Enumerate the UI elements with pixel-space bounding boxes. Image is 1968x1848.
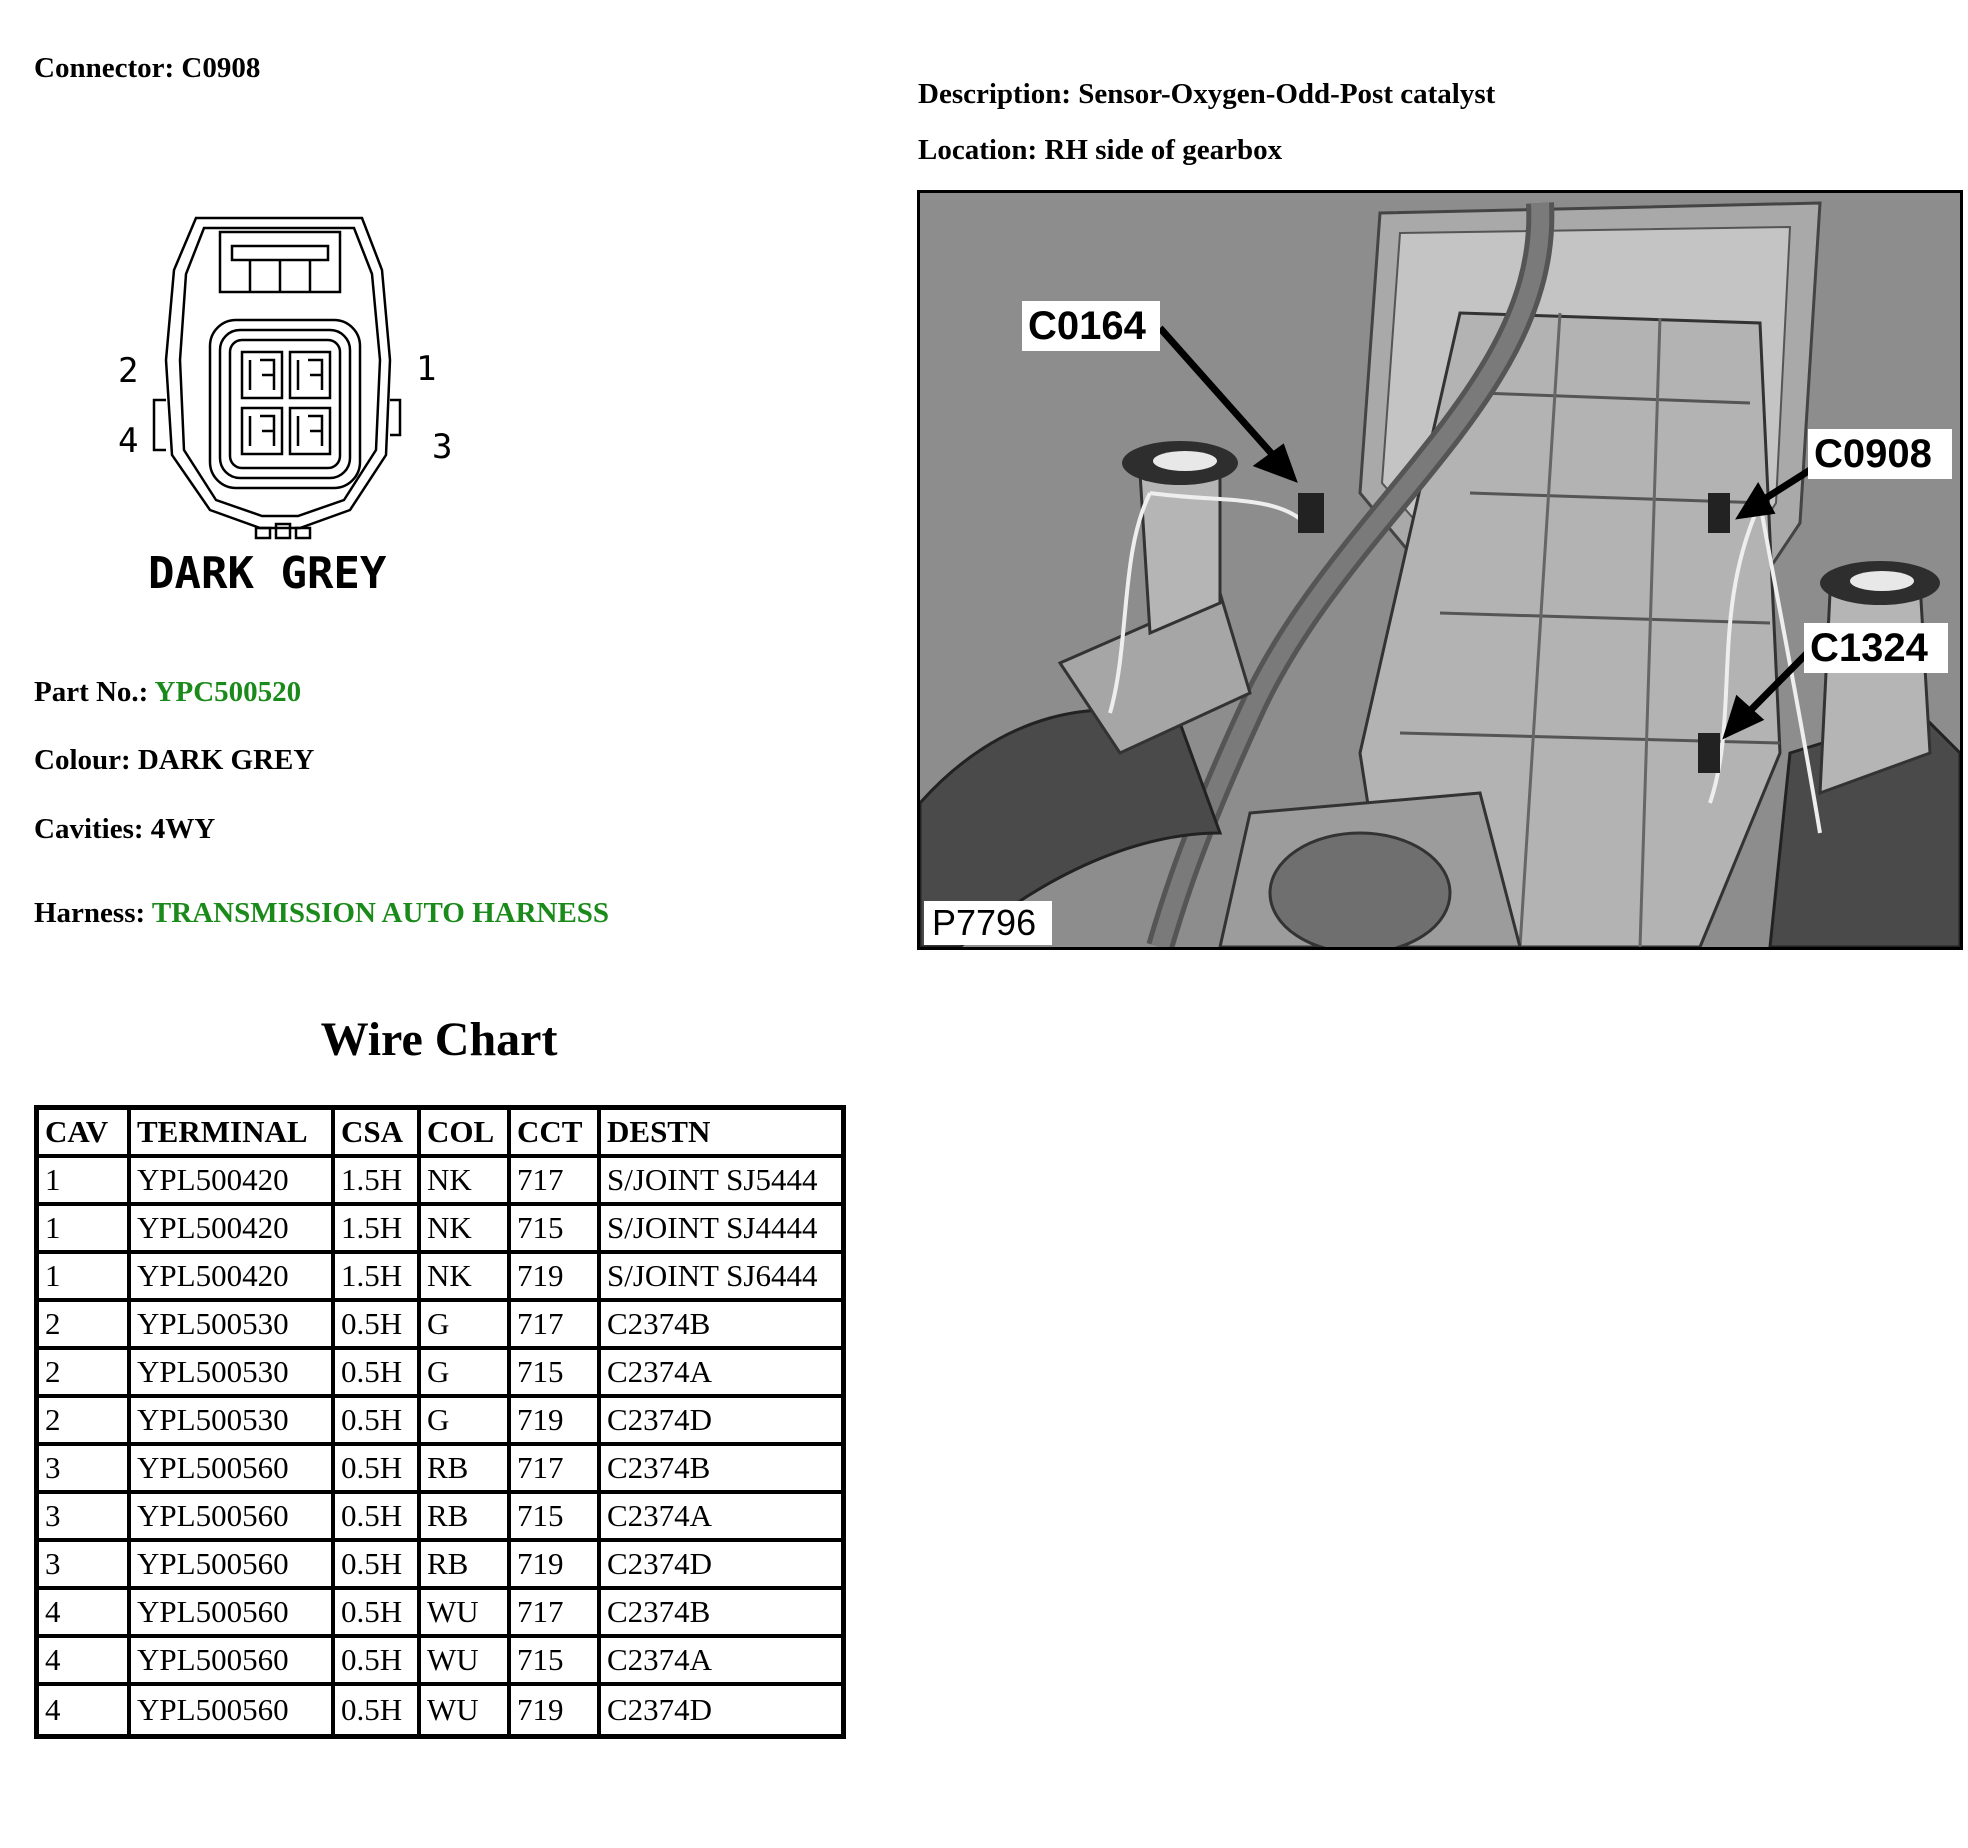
table-row (39, 1590, 841, 1638)
cell-destn: C2374B (601, 1302, 841, 1350)
cell-terminal: YPL500530 (131, 1398, 335, 1446)
cell-csa: 0.5H (335, 1590, 421, 1638)
cell-terminal: YPL500560 (131, 1494, 335, 1542)
pin-label-2: 2 (118, 351, 139, 391)
cell-cct: 715 (511, 1638, 601, 1686)
cell-cct: 715 (511, 1350, 601, 1398)
colour-value: DARK GREY (137, 744, 315, 776)
cell-destn: C2374B (601, 1590, 841, 1638)
cell-csa: 0.5H (335, 1302, 421, 1350)
colour-line (34, 744, 314, 777)
cell-csa: 0.5H (335, 1350, 421, 1398)
cell-terminal: YPL500560 (131, 1638, 335, 1686)
cell-destn: S/JOINT SJ6444 (601, 1254, 841, 1302)
cell-cct: 715 (511, 1494, 601, 1542)
cell-destn: C2374D (601, 1398, 841, 1446)
table-row (39, 1494, 841, 1542)
cell-destn: C2374A (601, 1638, 841, 1686)
wire-chart-header-row (39, 1110, 841, 1158)
callout-c1324: C1324 (1810, 626, 1928, 670)
cell-cav: 2 (39, 1398, 131, 1446)
cell-csa: 0.5H (335, 1686, 421, 1734)
cell-cct: 719 (511, 1254, 601, 1302)
cell-csa: 0.5H (335, 1494, 421, 1542)
table-row (39, 1398, 841, 1446)
cell-cct: 717 (511, 1158, 601, 1206)
connector-title (34, 52, 260, 85)
cell-destn: C2374D (601, 1542, 841, 1590)
cell-cav: 3 (39, 1446, 131, 1494)
cell-cav: 4 (39, 1686, 131, 1734)
cell-cct: 717 (511, 1446, 601, 1494)
cell-terminal: YPL500530 (131, 1350, 335, 1398)
connector-face-drawing (100, 210, 480, 610)
cell-cct: 717 (511, 1302, 601, 1350)
cell-col: WU (421, 1686, 511, 1734)
connector-label: Connector: (34, 52, 175, 84)
location-photo (917, 190, 1963, 950)
harness-line (34, 897, 609, 930)
wire-chart-body (39, 1158, 841, 1734)
cell-cct: 719 (511, 1686, 601, 1734)
table-row (39, 1542, 841, 1590)
table-row (39, 1446, 841, 1494)
table-row (39, 1302, 841, 1350)
cell-terminal: YPL500560 (131, 1590, 335, 1638)
callout-c0908: C0908 (1814, 432, 1932, 476)
cell-destn: S/JOINT SJ5444 (601, 1158, 841, 1206)
cell-destn: C2374A (601, 1494, 841, 1542)
callout-c0164: C0164 (1028, 304, 1146, 348)
description-label: Description: (918, 78, 1072, 110)
cell-cav: 4 (39, 1638, 131, 1686)
cell-terminal: YPL500530 (131, 1302, 335, 1350)
header-col: COL (421, 1110, 511, 1158)
harness-link[interactable]: TRANSMISSION AUTO HARNESS (151, 897, 610, 929)
cell-terminal: YPL500420 (131, 1158, 335, 1206)
cell-csa: 0.5H (335, 1398, 421, 1446)
table-row (39, 1638, 841, 1686)
cell-col: G (421, 1398, 511, 1446)
table-row (39, 1350, 841, 1398)
header-csa: CSA (335, 1110, 421, 1158)
cell-destn: C2374B (601, 1446, 841, 1494)
connector-value: C0908 (181, 52, 261, 84)
cell-cav: 4 (39, 1590, 131, 1638)
figure-id: P7796 (932, 902, 1037, 943)
cell-terminal: YPL500560 (131, 1542, 335, 1590)
cell-csa: 0.5H (335, 1446, 421, 1494)
cell-csa: 1.5H (335, 1254, 421, 1302)
header-cct: CCT (511, 1110, 601, 1158)
cell-col: WU (421, 1590, 511, 1638)
table-row (39, 1686, 841, 1734)
connector-colour-caption: DARK GREY (148, 548, 387, 599)
harness-label: Harness: (34, 897, 146, 929)
cell-destn: S/JOINT SJ4444 (601, 1206, 841, 1254)
pin-label-4: 4 (118, 421, 139, 461)
cell-terminal: YPL500420 (131, 1254, 335, 1302)
cell-cct: 719 (511, 1398, 601, 1446)
cell-cct: 717 (511, 1590, 601, 1638)
table-row (39, 1254, 841, 1302)
part-no-line (34, 676, 301, 709)
colour-label: Colour: (34, 744, 131, 776)
location-label: Location: (918, 134, 1038, 166)
cell-csa: 0.5H (335, 1638, 421, 1686)
pin-label-3: 3 (432, 427, 453, 467)
description-line (918, 78, 1495, 111)
cell-col: RB (421, 1446, 511, 1494)
cell-cav: 2 (39, 1302, 131, 1350)
cell-cav: 1 (39, 1158, 131, 1206)
wire-chart-title: Wire Chart (320, 1013, 558, 1066)
cell-col: NK (421, 1158, 511, 1206)
description-value: Sensor-Oxygen-Odd-Post catalyst (1078, 78, 1496, 110)
cell-cav: 1 (39, 1254, 131, 1302)
cell-destn: C2374A (601, 1350, 841, 1398)
cell-cav: 1 (39, 1206, 131, 1254)
cell-terminal: YPL500420 (131, 1206, 335, 1254)
cell-col: G (421, 1302, 511, 1350)
table-row (39, 1158, 841, 1206)
part-no-label: Part No.: (34, 676, 149, 708)
cell-col: NK (421, 1254, 511, 1302)
cavities-label: Cavities: (34, 813, 144, 845)
wire-chart-table (34, 1105, 846, 1739)
cell-cav: 2 (39, 1350, 131, 1398)
cavities-value: 4WY (150, 813, 216, 845)
cell-cav: 3 (39, 1494, 131, 1542)
cell-cav: 3 (39, 1542, 131, 1590)
location-line (918, 134, 1282, 167)
part-no-link[interactable]: YPC500520 (154, 676, 302, 708)
cell-cct: 719 (511, 1542, 601, 1590)
pin-label-1: 1 (416, 349, 437, 389)
cell-destn: C2374D (601, 1686, 841, 1734)
cavities-line (34, 813, 215, 846)
cell-csa: 0.5H (335, 1542, 421, 1590)
cell-col: G (421, 1350, 511, 1398)
table-row (39, 1206, 841, 1254)
cell-cct: 715 (511, 1206, 601, 1254)
cell-col: WU (421, 1638, 511, 1686)
cell-terminal: YPL500560 (131, 1446, 335, 1494)
header-terminal: TERMINAL (131, 1110, 335, 1158)
header-destn: DESTN (601, 1110, 841, 1158)
cell-terminal: YPL500560 (131, 1686, 335, 1734)
cell-csa: 1.5H (335, 1158, 421, 1206)
location-value: RH side of gearbox (1044, 134, 1283, 166)
cell-col: RB (421, 1494, 511, 1542)
cell-col: RB (421, 1542, 511, 1590)
cell-col: NK (421, 1206, 511, 1254)
cell-csa: 1.5H (335, 1206, 421, 1254)
header-cav: CAV (39, 1110, 131, 1158)
